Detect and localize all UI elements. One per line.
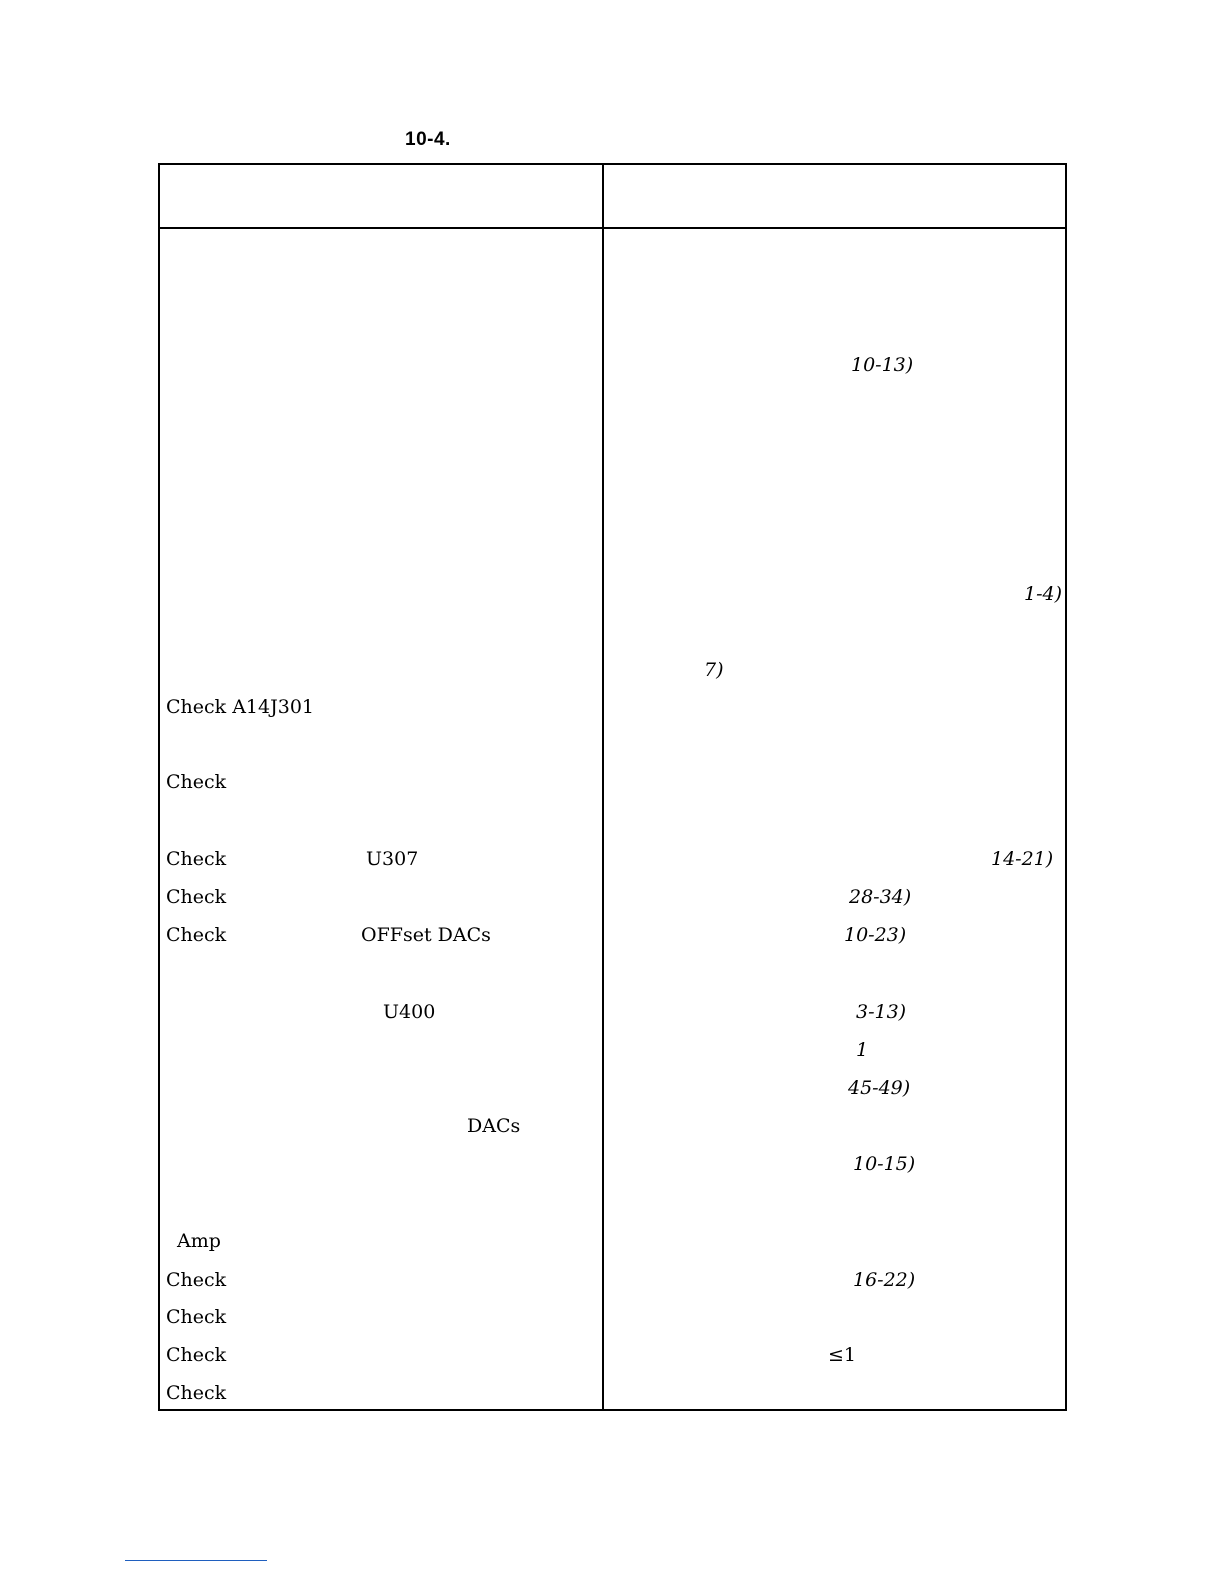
left-cell-amp: Amp: [177, 1230, 221, 1252]
right-cell-ref: 10-15): [853, 1153, 916, 1175]
right-cell-ref: 1-4): [1024, 583, 1063, 605]
right-cell-ref: 45-49): [848, 1077, 911, 1099]
left-cell-check-a14j301: Check A14J301: [166, 696, 314, 718]
column-divider: [602, 165, 604, 1409]
left-cell-check: Check: [166, 1344, 227, 1366]
left-cell-check: Check: [166, 771, 227, 793]
left-cell-check: Check: [166, 924, 227, 946]
footer-rule: [125, 1560, 267, 1561]
right-cell-value: ≤1: [828, 1344, 857, 1366]
left-cell-offset-dacs: OFFset DACs: [361, 924, 491, 946]
right-cell-ref: 16-22): [853, 1269, 916, 1291]
left-cell-check: Check: [166, 848, 227, 870]
right-cell-ref: 1: [856, 1039, 869, 1061]
right-cell-ref: 7): [704, 659, 724, 681]
right-cell-ref: 3-13): [856, 1001, 907, 1023]
right-cell-ref: 14-21): [991, 848, 1054, 870]
header-divider: [160, 227, 1065, 229]
left-cell-check: Check: [166, 886, 227, 908]
header-cell-left: [160, 165, 602, 227]
left-cell-u400: U400: [383, 1001, 436, 1023]
left-cell-check: Check: [166, 1269, 227, 1291]
table-caption: 10-4.: [405, 129, 451, 150]
troubleshooting-table: [158, 163, 1067, 1411]
left-cell-u307: U307: [366, 848, 419, 870]
right-cell-ref: 28-34): [849, 886, 912, 908]
left-cell-check: Check: [166, 1382, 227, 1404]
left-cell-dacs: DACs: [467, 1115, 521, 1137]
right-cell-ref: 10-23): [844, 924, 907, 946]
left-cell-check: Check: [166, 1306, 227, 1328]
right-cell-ref: 10-13): [851, 354, 914, 376]
header-cell-right: [604, 165, 1065, 227]
